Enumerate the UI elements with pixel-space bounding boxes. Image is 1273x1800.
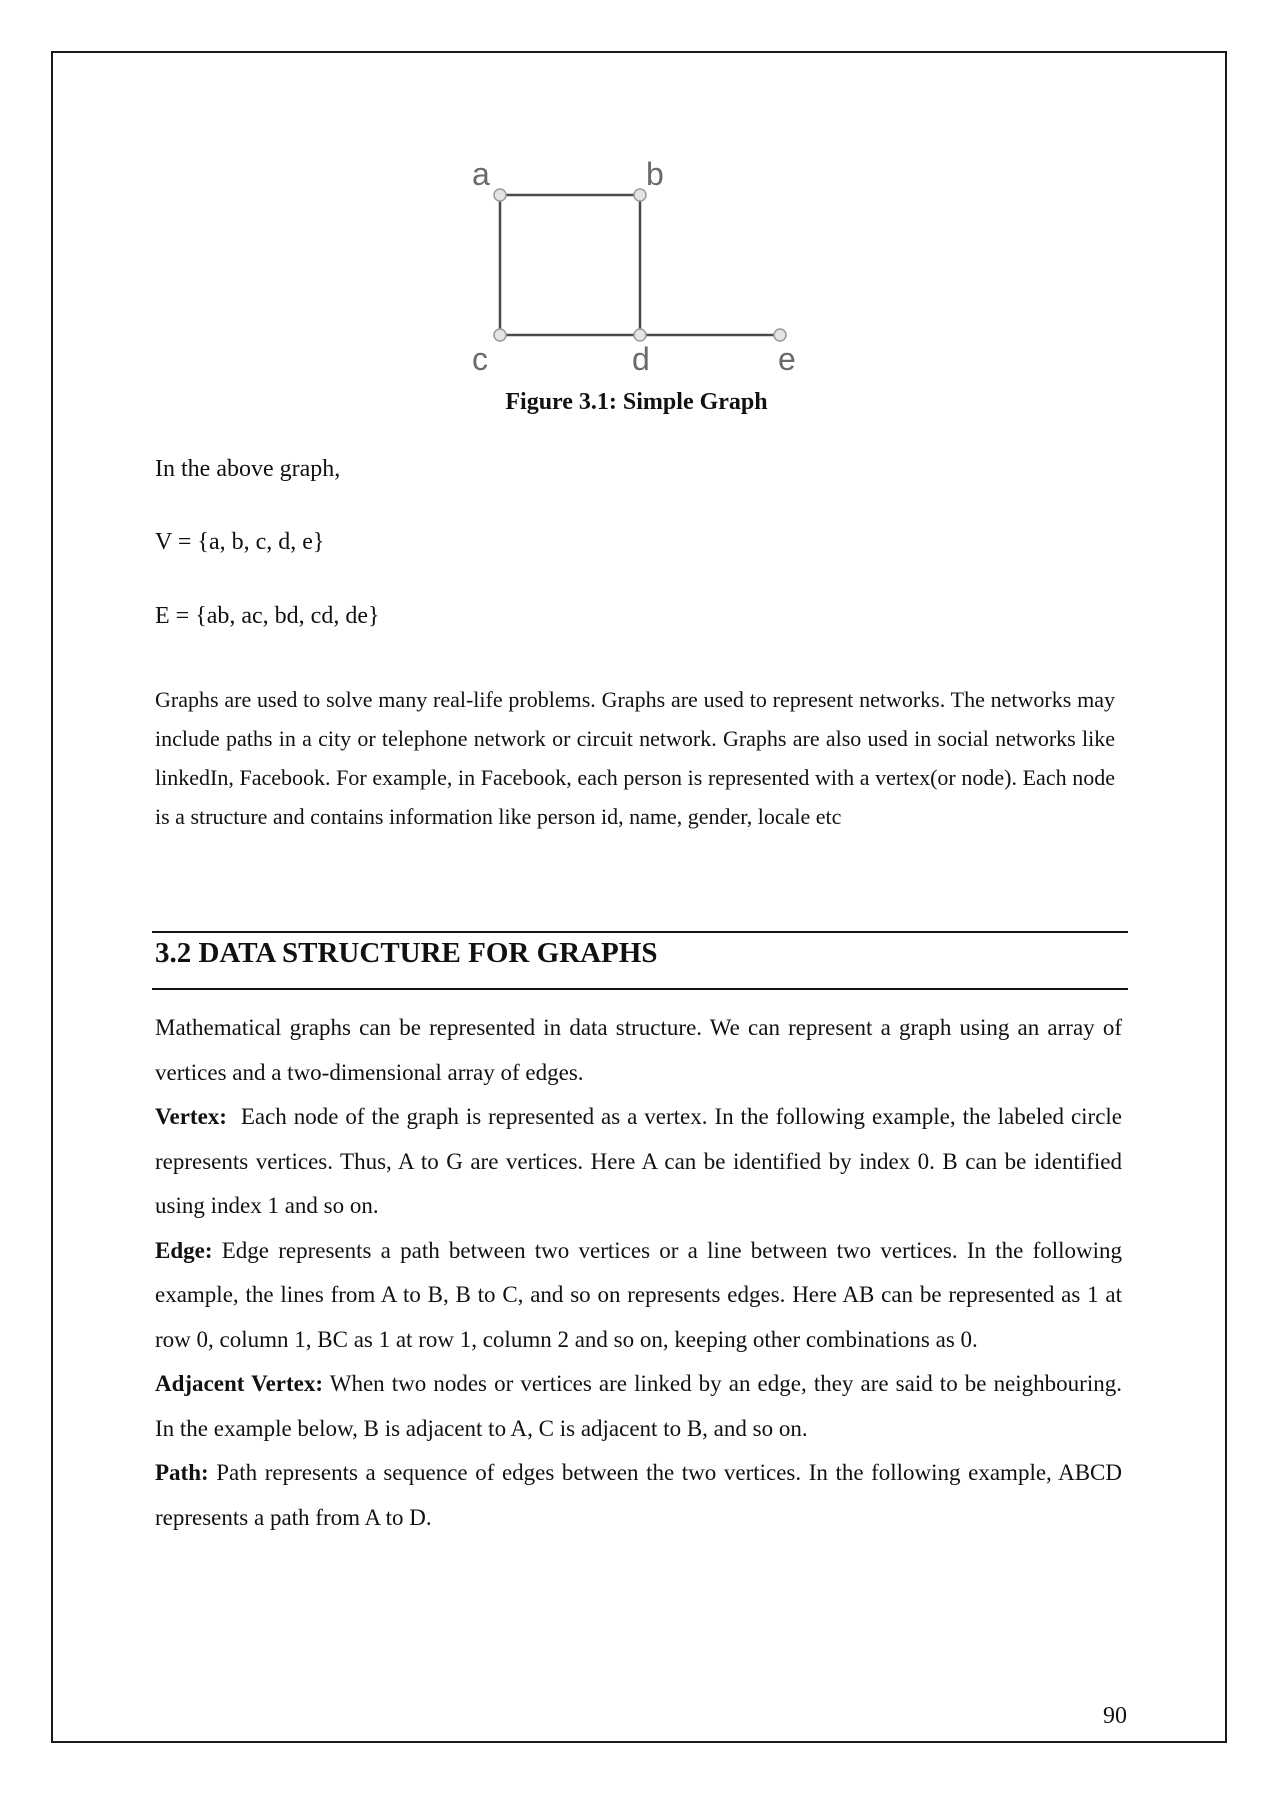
section-heading: 3.2 DATA STRUCTURE FOR GRAPHS (155, 937, 658, 969)
section-body (155, 1006, 1122, 1540)
definition-term: Adjacent Vertex: (155, 1371, 324, 1396)
vertex-e (774, 329, 786, 341)
definition-vertex (155, 1095, 1122, 1229)
label-a: a (472, 156, 490, 192)
definition-edge (155, 1229, 1122, 1363)
definition-adjacent-vertex (155, 1362, 1122, 1451)
label-c: c (472, 341, 488, 377)
section-intro-paragraph: Mathematical graphs can be represented in data structure. We can represent a graph using an array of vertices and a two-dimensional array of edges. (155, 1015, 1122, 1085)
graph-diagram (440, 140, 820, 390)
label-d: d (632, 341, 650, 377)
definition-text: When two nodes or vertices are linked by an edge, they are said to be neighbouring. In the example below, B is adjacent to A, C is adjacent to B, and so on. (155, 1371, 1122, 1441)
definition-term: Edge: (155, 1237, 213, 1263)
vertex-a (494, 189, 506, 201)
label-b: b (646, 156, 664, 192)
definition-text: Path represents a sequence of edges between the two vertices. In the following example, ABCD represents a path from A to D. (155, 1460, 1123, 1530)
simple-graph-figure (440, 140, 820, 390)
vertex-set: V = {a, b, c, d, e} (155, 529, 325, 555)
definition-text: Edge represents a path between two vertices or a line between two vertices. In the following example, the lines from A to B, B to C, and so on represents edges. Here AB can be represented as 1 at row 0, column 1, BC as 1 at row 1, column 2 and so on, keeping other combinations as 0. (155, 1237, 1123, 1352)
figure-caption: Figure 3.1: Simple Graph (505, 389, 768, 415)
definition-path (155, 1451, 1122, 1540)
vertex-d (634, 329, 646, 341)
intro-line: In the above graph, (155, 456, 341, 482)
vertex-c (494, 329, 506, 341)
edge-set: E = {ab, ac, bd, cd, de} (155, 603, 380, 629)
graphs-usage-paragraph: Graphs are used to solve many real-life problems. Graphs are used to represent networks. The networks may include paths in a city or telephone network or circuit network. Graphs are also used in social networks like linkedIn, Facebook. For example, in Facebook, each person is represented with a vertex(or node). Each node is a structure and contains information like person id, name, gender, locale etc (155, 687, 1115, 829)
page-number: 90 (1103, 1703, 1127, 1729)
definition-term: Path: (155, 1460, 209, 1485)
definition-text: Each node of the graph is represented as a vertex. In the following example, the labeled circle represents vertices. Thus, A to G are vertices. Here A can be identified by index 0. B can be identified using index 1 and so on. (155, 1104, 1123, 1218)
label-e: e (778, 341, 796, 377)
vertex-b (634, 189, 646, 201)
heading-bottom-rule (152, 988, 1128, 990)
heading-top-rule (152, 931, 1128, 933)
definition-term: Vertex: (155, 1104, 227, 1129)
